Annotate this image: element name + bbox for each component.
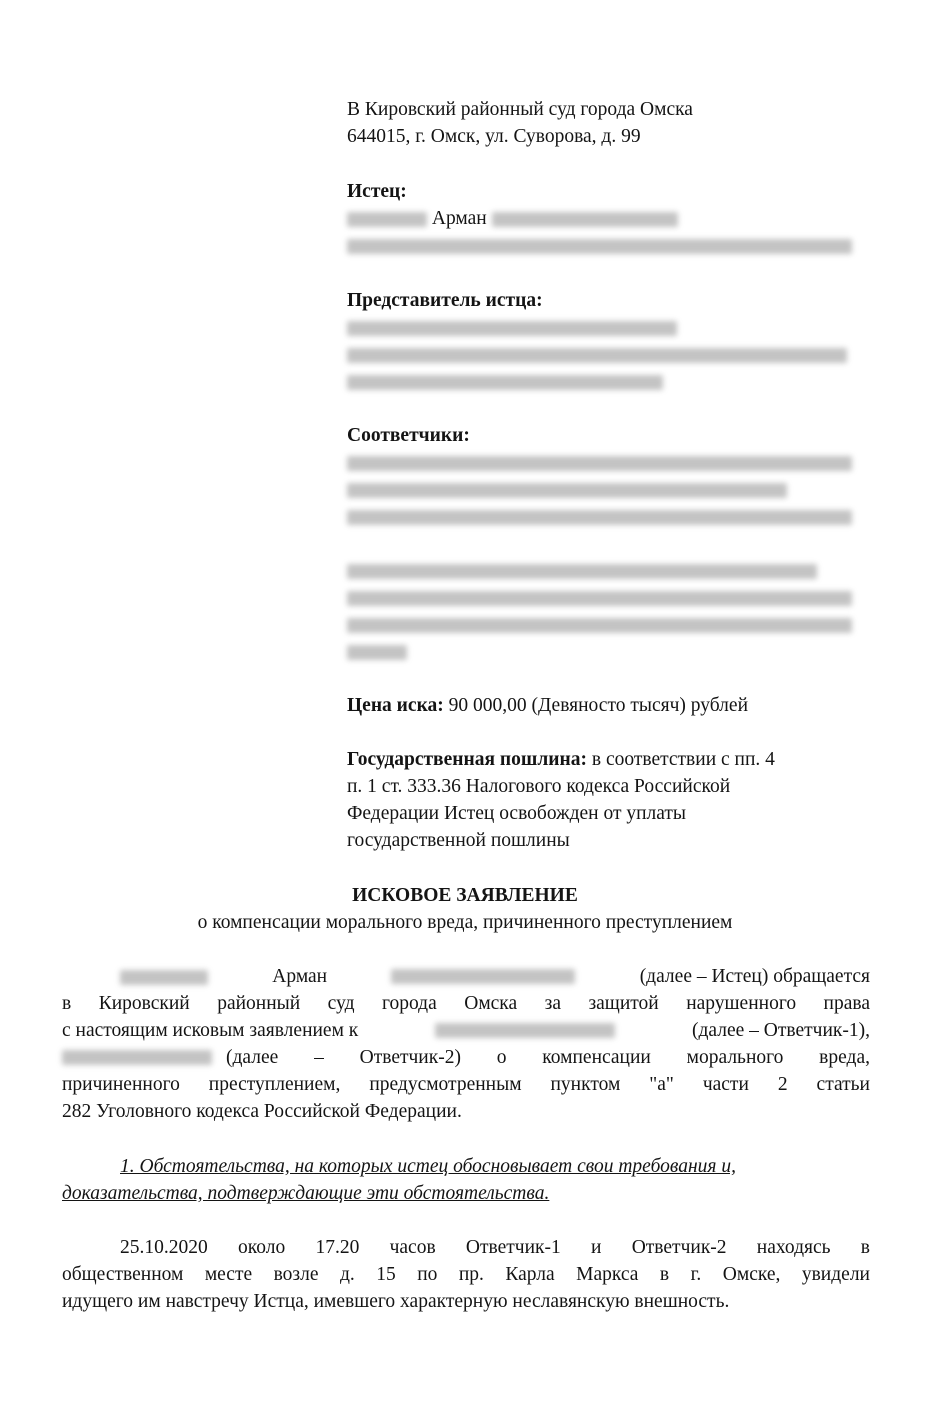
word: около: [238, 1237, 286, 1258]
word: 15: [376, 1264, 396, 1285]
word: пунктом: [550, 1074, 621, 1095]
claim-price-label: Цена иска:: [347, 695, 444, 716]
paragraph-circumstances: [62, 1234, 870, 1315]
state-duty-label: Государственная пошлина:: [347, 749, 587, 770]
codefendants-label: Соответчики:: [347, 425, 470, 446]
word: в: [659, 1264, 670, 1285]
word: города: [381, 993, 437, 1014]
plaintiff-first-name: Арман: [272, 966, 328, 987]
word: Кировский: [98, 993, 190, 1014]
word: Омске,: [722, 1264, 781, 1285]
spacer: [347, 530, 867, 557]
document-title: ИСКОВОЕ ЗАЯВЛЕНИЕ: [352, 885, 578, 906]
redacted-text: [347, 375, 663, 390]
word: Ответчик-2: [631, 1237, 727, 1258]
para1-text: (далее – Ответчик-2) о компенсации морального вреда,: [226, 1047, 870, 1068]
redacted-text: [347, 618, 852, 633]
word: г.: [690, 1264, 702, 1285]
state-duty: [347, 746, 867, 854]
word: д.: [339, 1264, 355, 1285]
codefendant-1-line: [347, 503, 867, 530]
word: 25.10.2020: [120, 1237, 208, 1258]
state-duty-line-2: п. 1 ст. 333.36 Налогового кодекса Российской: [347, 776, 731, 797]
redacted-text: [347, 483, 787, 498]
court-name: В Кировский районный суд города Омска: [347, 99, 693, 120]
redacted-text: [347, 591, 852, 606]
word: "а": [649, 1074, 674, 1095]
plaintiff-block: [347, 178, 867, 259]
plaintiff-address: [347, 232, 867, 259]
word: общественном: [62, 1264, 184, 1285]
word: за: [544, 993, 561, 1014]
section-1-heading: [62, 1153, 870, 1207]
redacted-text: [347, 321, 677, 336]
para1-line-3: [62, 1017, 870, 1044]
redacted-address: [347, 239, 852, 254]
word: Маркса: [576, 1264, 639, 1285]
para1-text: (далее – Ответчик-1),: [692, 1020, 870, 1041]
word: в: [860, 1237, 870, 1258]
word: нарушенного: [686, 993, 797, 1014]
codefendant-1-line: [347, 476, 867, 503]
representative-name: [347, 314, 867, 341]
para1-line-4: [62, 1044, 870, 1071]
word: и: [591, 1237, 602, 1258]
word: в: [62, 993, 72, 1014]
word: права: [823, 993, 870, 1014]
para2-line-2: [62, 1261, 870, 1288]
para1-line-6: 282 Уголовного кодекса Российской Федерации.: [62, 1101, 462, 1122]
redacted-text: [347, 456, 852, 471]
word: Омска: [464, 993, 518, 1014]
paragraph-intro: [62, 963, 870, 1125]
plaintiff-name: [347, 205, 867, 232]
state-duty-line-4: государственной пошлины: [347, 830, 570, 851]
word: Карла: [505, 1264, 555, 1285]
para2-line-3: идущего им навстречу Истца, имевшего характерную неславянскую внешность.: [62, 1291, 730, 1312]
codefendant-1-line: [347, 449, 867, 476]
word: увидели: [801, 1264, 870, 1285]
word: 17.20: [315, 1237, 360, 1258]
redacted-patronymic: [492, 212, 678, 227]
word: защитой: [588, 993, 659, 1014]
word: преступлением,: [208, 1074, 341, 1095]
codefendant-2-line: [347, 584, 867, 611]
representative-address: [347, 341, 867, 368]
redacted-defendant-1: [435, 1023, 615, 1038]
redacted-patronymic: [391, 969, 575, 984]
codefendant-2-line: [347, 557, 867, 584]
redacted-text: [347, 564, 817, 579]
codefendant-2-line: [347, 638, 867, 665]
redacted-text: [347, 510, 852, 525]
state-duty-line-3: Федерации Истец освобожден от уплаты: [347, 803, 687, 824]
para1-text: с настоящим исковым заявлением к: [62, 1020, 359, 1041]
redacted-surname: [347, 212, 427, 227]
para1-line-2: [62, 990, 870, 1017]
section-1-line-2: доказательства, подтверждающие эти обстоятельства.: [62, 1183, 550, 1204]
word: районный: [217, 993, 301, 1014]
representative-block: [347, 287, 867, 395]
word: причиненного: [62, 1074, 180, 1095]
word: статьи: [816, 1074, 870, 1095]
codefendant-2-line: [347, 611, 867, 638]
word: возле: [273, 1264, 319, 1285]
representative-label: Представитель истца:: [347, 290, 543, 311]
para2-line-1: [62, 1234, 870, 1261]
word: часов: [389, 1237, 436, 1258]
codefendants-block: [347, 422, 867, 665]
para1-text: (далее – Истец) обращается: [639, 966, 870, 987]
court-address: [347, 96, 867, 150]
redacted-defendant-2: [62, 1050, 212, 1065]
word: суд: [327, 993, 355, 1014]
state-duty-line-1: [347, 746, 867, 773]
plaintiff-label: Истец:: [347, 181, 407, 202]
claim-price-line: [347, 692, 867, 719]
plaintiff-first-name: Арман: [431, 208, 487, 229]
para1-line-5: [62, 1071, 870, 1098]
para1-line-1: [62, 963, 870, 990]
state-duty-text: в соответствии с пп. 4: [591, 749, 775, 770]
representative-contact: [347, 368, 867, 395]
word: месте: [204, 1264, 253, 1285]
word: по: [417, 1264, 438, 1285]
word: части: [702, 1074, 749, 1095]
redacted-surname: [120, 970, 208, 985]
court-postal-address: 644015, г. Омск, ул. Суворова, д. 99: [347, 126, 641, 147]
word: находясь: [756, 1237, 831, 1258]
word: Ответчик-1: [465, 1237, 561, 1258]
document-subtitle: о компенсации морального вреда, причиненного преступлением: [197, 912, 733, 933]
word: 2: [777, 1074, 788, 1095]
section-1-line-1: 1. Обстоятельства, на которых истец обосновывает свои требования и,: [120, 1156, 736, 1177]
claim-price: [347, 692, 867, 719]
redacted-text: [347, 348, 847, 363]
word: пр.: [458, 1264, 484, 1285]
indent: [62, 963, 208, 990]
redacted-text: [347, 645, 407, 660]
claim-price-value: 90 000,00 (Девяносто тысяч) рублей: [448, 695, 749, 716]
word: предусмотренным: [369, 1074, 522, 1095]
